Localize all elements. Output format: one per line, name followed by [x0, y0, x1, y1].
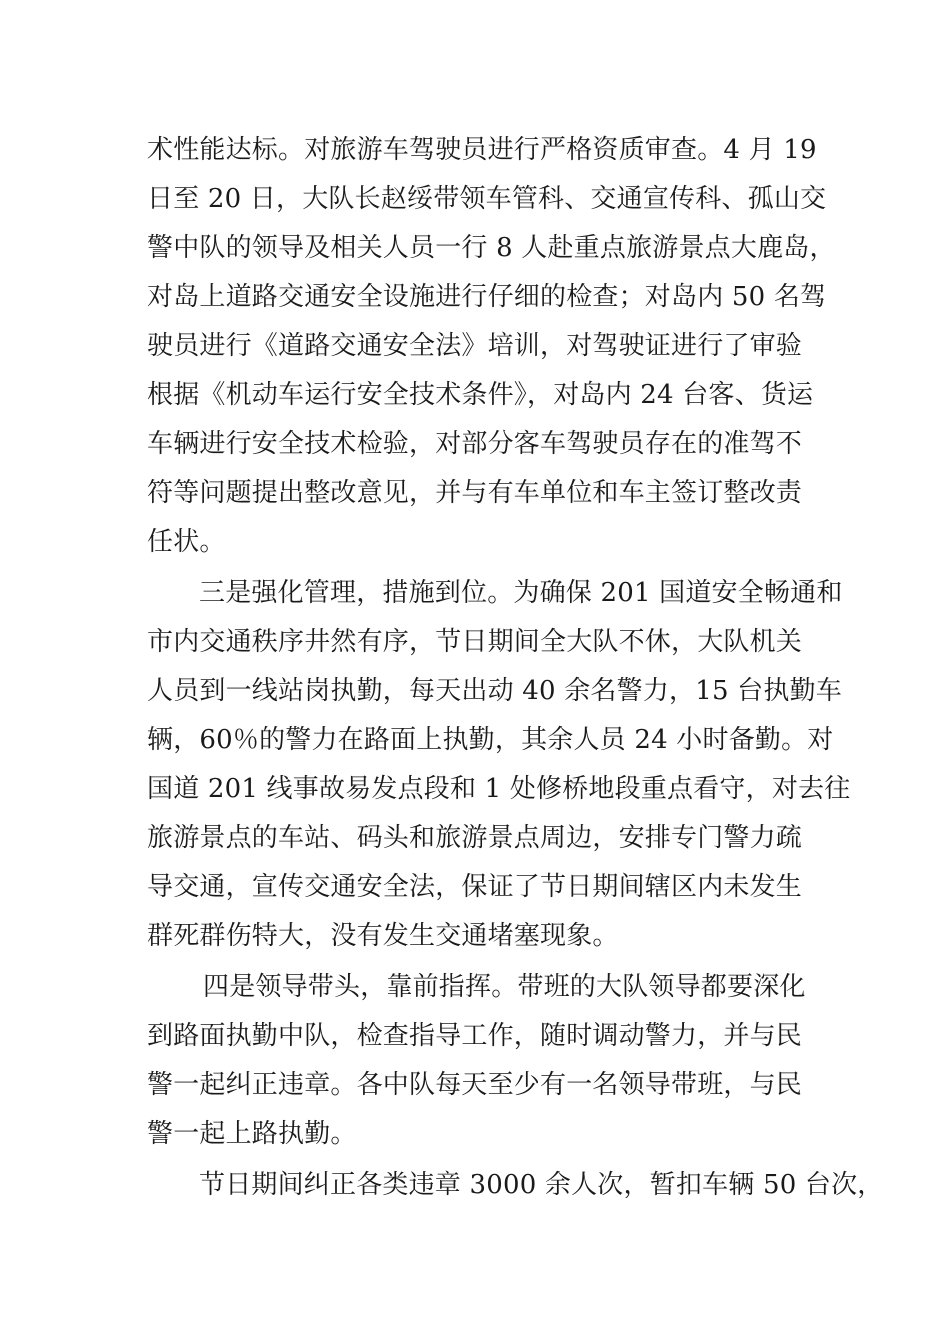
text-line: 日至 20 日，大队长赵绥带领车管科、交通宣传科、孤山交 — [147, 184, 827, 214]
text-line: 车辆进行安全技术检验，对部分客车驾驶员存在的准驾不 — [147, 429, 803, 459]
text-line: 术性能达标。对旅游车驾驶员进行严格资质审查。4 月 19 — [147, 135, 817, 165]
text-line: 警一起纠正违章。各中队每天至少有一名领导带班，与民 — [147, 1070, 803, 1100]
text-line: 群死群伤特大，没有发生交通堵塞现象。 — [147, 921, 619, 951]
text-line: 任状。 — [147, 527, 226, 557]
text-line: 人员到一线站岗执勤，每天出动 40 余名警力，15 台执勤车 — [147, 676, 842, 706]
paragraph-first-line: 节日期间纠正各类违章 3000 余人次，暂扣车辆 50 台次， — [199, 1170, 884, 1200]
text-line: 警中队的领导及相关人员一行 8 人赴重点旅游景点大鹿岛， — [147, 233, 836, 263]
text-line: 对岛上道路交通安全设施进行仔细的检查；对岛内 50 名驾 — [147, 282, 827, 312]
text-line: 导交通，宣传交通安全法，保证了节日期间辖区内未发生 — [147, 872, 803, 902]
text-line: 驶员进行《道路交通安全法》培训，对驾驶证进行了审验 — [147, 331, 803, 361]
paragraph-first-line: 四是领导带头，靠前指挥。带班的大队领导都要深化 — [203, 972, 806, 1002]
paragraph-first-line: 三是强化管理，措施到位。为确保 201 国道安全畅通和 — [199, 578, 843, 608]
text-line: 国道 201 线事故易发点段和 1 处修桥地段重点看守，对去往 — [147, 774, 851, 804]
text-line: 警一起上路执勤。 — [147, 1119, 357, 1149]
text-line: 旅游景点的车站、码头和旅游景点周边，安排专门警力疏 — [147, 823, 803, 853]
text-line: 符等问题提出整改意见，并与有车单位和车主签订整改责 — [147, 478, 803, 508]
text-line: 市内交通秩序井然有序，节日期间全大队不休，大队机关 — [147, 627, 803, 657]
text-line: 根据《机动车运行安全技术条件》，对岛内 24 台客、货运 — [147, 380, 814, 410]
text-line: 到路面执勤中队，检查指导工作，随时调动警力，并与民 — [147, 1021, 803, 1051]
text-line: 辆，60％的警力在路面上执勤，其余人员 24 小时备勤。对 — [147, 725, 834, 755]
